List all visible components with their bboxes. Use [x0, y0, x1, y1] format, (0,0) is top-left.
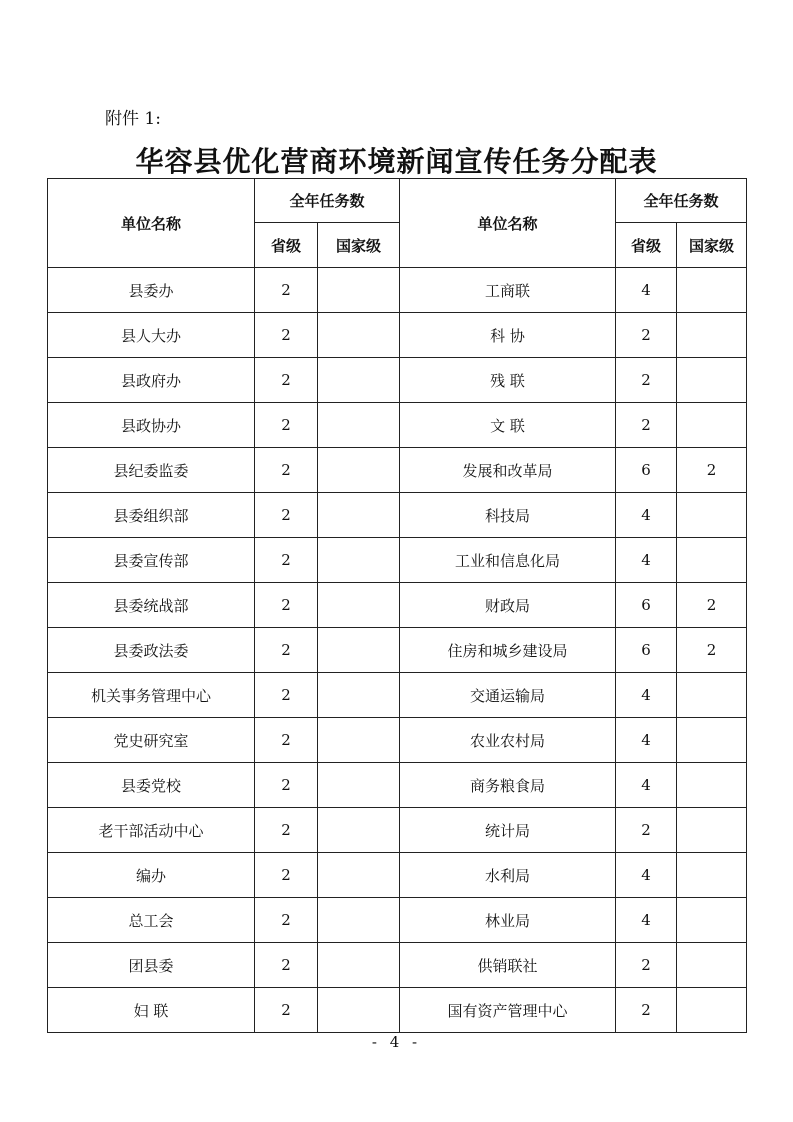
- right-national-count: [677, 853, 747, 898]
- right-provincial-count: 6: [616, 628, 677, 673]
- right-provincial-count: 4: [616, 268, 677, 313]
- left-provincial-count: 2: [255, 493, 318, 538]
- table-row: [48, 628, 747, 673]
- right-national-count: [677, 268, 747, 313]
- right-national-count: 2: [677, 628, 747, 673]
- right-national-count: [677, 718, 747, 763]
- right-unit-name: 文 联: [400, 403, 616, 448]
- right-unit-name: 财政局: [400, 583, 616, 628]
- left-unit-name: 县委党校: [48, 763, 255, 808]
- left-provincial-count: 2: [255, 808, 318, 853]
- left-national-count: [318, 808, 400, 853]
- left-provincial-count: 2: [255, 583, 318, 628]
- right-provincial-count: 4: [616, 763, 677, 808]
- table-row: [48, 358, 747, 403]
- right-unit-name: 交通运输局: [400, 673, 616, 718]
- table-body: [48, 268, 747, 1033]
- right-provincial-count: 2: [616, 808, 677, 853]
- left-national-count: [318, 583, 400, 628]
- table-row: [48, 583, 747, 628]
- right-provincial-count: 6: [616, 583, 677, 628]
- table-row: [48, 448, 747, 493]
- attachment-label: 附件 1:: [105, 109, 161, 129]
- left-national-count: [318, 403, 400, 448]
- right-national-count: [677, 988, 747, 1033]
- right-provincial-count: 4: [616, 673, 677, 718]
- right-national-count: [677, 808, 747, 853]
- right-national-count: [677, 493, 747, 538]
- right-national-count: [677, 673, 747, 718]
- right-provincial-count: 4: [616, 853, 677, 898]
- right-unit-name: 科技局: [400, 493, 616, 538]
- left-provincial-count: 2: [255, 358, 318, 403]
- left-national-count: [318, 493, 400, 538]
- right-unit-name: 工商联: [400, 268, 616, 313]
- right-provincial-count: 2: [616, 403, 677, 448]
- left-unit-name: 老干部活动中心: [48, 808, 255, 853]
- right-provincial-count: 2: [616, 313, 677, 358]
- header-national-right: 国家级: [677, 223, 747, 268]
- table-row: [48, 493, 747, 538]
- left-unit-name: 县委政法委: [48, 628, 255, 673]
- left-provincial-count: 2: [255, 628, 318, 673]
- right-unit-name: 科 协: [400, 313, 616, 358]
- table-row: [48, 988, 747, 1033]
- left-national-count: [318, 268, 400, 313]
- right-national-count: 2: [677, 448, 747, 493]
- right-national-count: [677, 313, 747, 358]
- left-national-count: [318, 853, 400, 898]
- right-unit-name: 发展和改革局: [400, 448, 616, 493]
- left-provincial-count: 2: [255, 898, 318, 943]
- left-national-count: [318, 448, 400, 493]
- left-provincial-count: 2: [255, 448, 318, 493]
- right-national-count: [677, 538, 747, 583]
- left-unit-name: 县委统战部: [48, 583, 255, 628]
- header-provincial-right: 省级: [616, 223, 677, 268]
- left-unit-name: 县纪委监委: [48, 448, 255, 493]
- left-national-count: [318, 988, 400, 1033]
- table-row: [48, 808, 747, 853]
- left-national-count: [318, 898, 400, 943]
- left-provincial-count: 2: [255, 853, 318, 898]
- left-provincial-count: 2: [255, 673, 318, 718]
- table-row: [48, 313, 747, 358]
- task-allocation-table: [47, 178, 747, 1033]
- right-unit-name: 住房和城乡建设局: [400, 628, 616, 673]
- left-national-count: [318, 943, 400, 988]
- left-unit-name: 县人大办: [48, 313, 255, 358]
- table-row: [48, 673, 747, 718]
- right-unit-name: 残 联: [400, 358, 616, 403]
- page-number: - 4 -: [371, 1033, 422, 1051]
- left-provincial-count: 2: [255, 538, 318, 583]
- right-unit-name: 国有资产管理中心: [400, 988, 616, 1033]
- right-national-count: [677, 763, 747, 808]
- left-national-count: [318, 538, 400, 583]
- right-national-count: [677, 358, 747, 403]
- left-national-count: [318, 358, 400, 403]
- right-provincial-count: 4: [616, 898, 677, 943]
- left-unit-name: 团县委: [48, 943, 255, 988]
- left-national-count: [318, 718, 400, 763]
- table-row: [48, 538, 747, 583]
- right-provincial-count: 4: [616, 718, 677, 763]
- table-row: [48, 898, 747, 943]
- left-unit-name: 机关事务管理中心: [48, 673, 255, 718]
- left-provincial-count: 2: [255, 718, 318, 763]
- header-row: [48, 179, 747, 223]
- right-provincial-count: 4: [616, 538, 677, 583]
- left-national-count: [318, 313, 400, 358]
- right-unit-name: 水利局: [400, 853, 616, 898]
- right-provincial-count: 4: [616, 493, 677, 538]
- left-unit-name: 编办: [48, 853, 255, 898]
- right-unit-name: 供销联社: [400, 943, 616, 988]
- table-row: [48, 718, 747, 763]
- table-row: [48, 853, 747, 898]
- right-unit-name: 工业和信息化局: [400, 538, 616, 583]
- table-row: [48, 403, 747, 448]
- left-unit-name: 县委组织部: [48, 493, 255, 538]
- left-provincial-count: 2: [255, 403, 318, 448]
- header-national-left: 国家级: [318, 223, 400, 268]
- right-national-count: [677, 943, 747, 988]
- left-unit-name: 总工会: [48, 898, 255, 943]
- left-provincial-count: 2: [255, 313, 318, 358]
- right-provincial-count: 2: [616, 943, 677, 988]
- header-annual-tasks-right: 全年任务数: [616, 179, 747, 223]
- header-unit-name-right: 单位名称: [400, 179, 616, 268]
- right-unit-name: 农业农村局: [400, 718, 616, 763]
- right-provincial-count: 2: [616, 358, 677, 403]
- table-row: [48, 763, 747, 808]
- header-unit-name-left: 单位名称: [48, 179, 255, 268]
- left-national-count: [318, 673, 400, 718]
- header-provincial-left: 省级: [255, 223, 318, 268]
- right-unit-name: 林业局: [400, 898, 616, 943]
- header-annual-tasks-left: 全年任务数: [255, 179, 400, 223]
- right-national-count: 2: [677, 583, 747, 628]
- left-unit-name: 妇 联: [48, 988, 255, 1033]
- right-provincial-count: 6: [616, 448, 677, 493]
- left-national-count: [318, 628, 400, 673]
- left-provincial-count: 2: [255, 268, 318, 313]
- left-provincial-count: 2: [255, 943, 318, 988]
- left-provincial-count: 2: [255, 763, 318, 808]
- left-unit-name: 县委宣传部: [48, 538, 255, 583]
- document-title: 华容县优化营商环境新闻宣传任务分配表: [135, 145, 658, 178]
- right-national-count: [677, 403, 747, 448]
- table-row: [48, 943, 747, 988]
- right-provincial-count: 2: [616, 988, 677, 1033]
- table-row: [48, 268, 747, 313]
- right-unit-name: 商务粮食局: [400, 763, 616, 808]
- left-unit-name: 党史研究室: [48, 718, 255, 763]
- left-provincial-count: 2: [255, 988, 318, 1033]
- right-national-count: [677, 898, 747, 943]
- right-unit-name: 统计局: [400, 808, 616, 853]
- left-unit-name: 县政协办: [48, 403, 255, 448]
- left-unit-name: 县政府办: [48, 358, 255, 403]
- left-national-count: [318, 763, 400, 808]
- left-unit-name: 县委办: [48, 268, 255, 313]
